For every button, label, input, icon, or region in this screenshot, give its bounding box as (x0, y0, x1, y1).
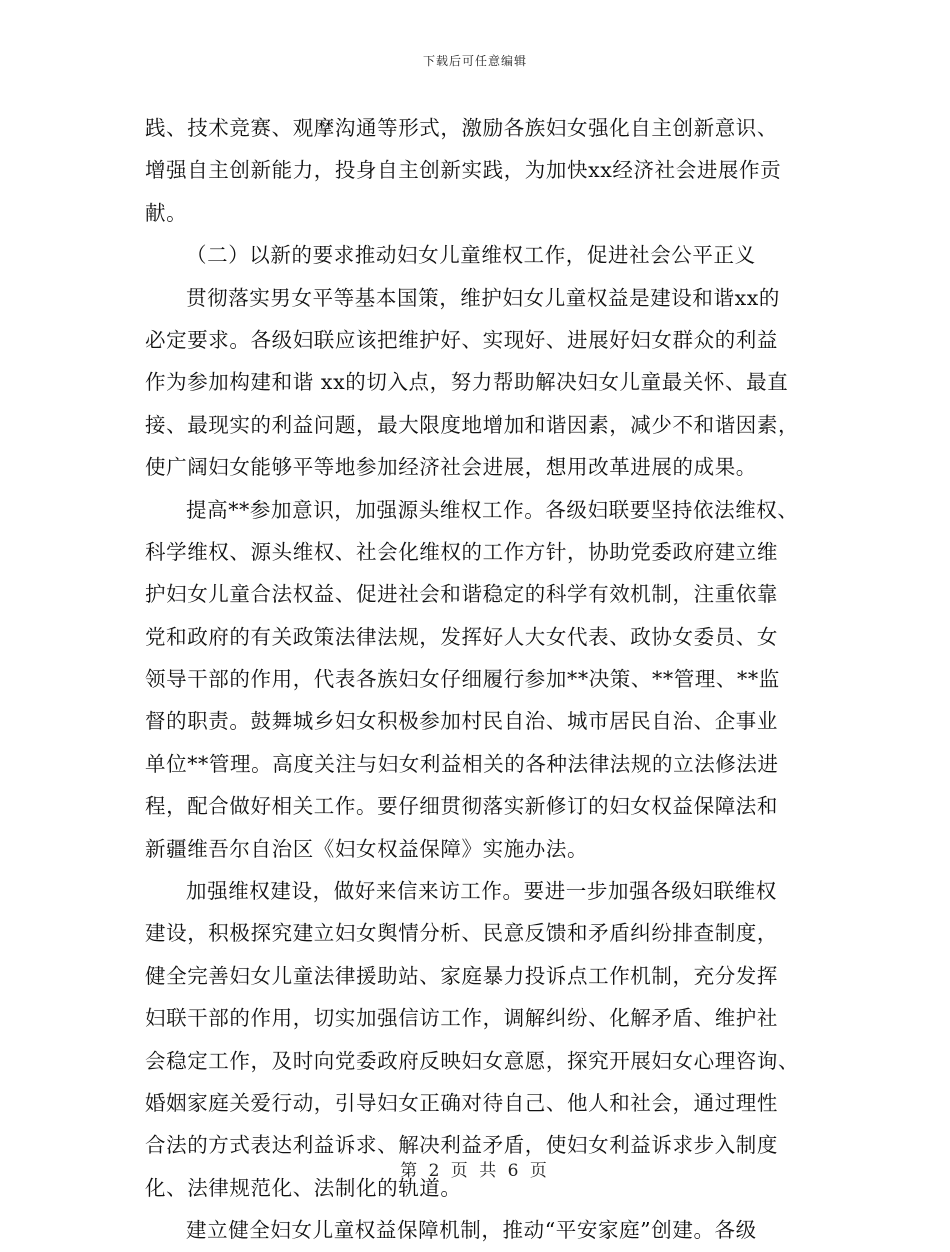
text-line: 党和政府的有关政策法律法规，发挥好人大女代表、政协女委员、女 (145, 624, 778, 649)
text-line: 献。 (145, 200, 188, 225)
document-body (145, 107, 810, 1252)
text-line: 科学维权、源头维权、社会化维权的工作方针，协助党委政府建立维 (145, 539, 778, 564)
text-line: 新疆维吾尔自治区《妇女权益保障》实施办法。 (145, 836, 589, 861)
page-number: 第 2 页 共 6 页 (400, 1161, 550, 1181)
page-header: 下载后可任意编辑 (422, 54, 527, 68)
text-line: 建立健全妇女儿童权益保障机制，推动“平安家庭”创建。各级 (186, 1218, 757, 1243)
text-line: 妇联干部的作用，切实加强信访工作，调解纠纷、化解矛盾、维护社 (145, 1006, 778, 1031)
text-line: 提高**参加意识，加强源头维权工作。各级妇联要坚持依法维权、 (186, 497, 799, 522)
text-line: 接、最现实的利益问题，最大限度地增加和谐因素，减少不和谐因素， (145, 412, 800, 437)
text-line: 使广阔妇女能够平等地参加经济社会进展，想用改革进展的成果。 (145, 455, 757, 480)
text-line: 领导干部的作用，代表各族妇女仔细履行参加**决策、**管理、**监 (145, 667, 780, 692)
text-line: 必定要求。各级妇联应该把维护好、实现好、进展好妇女群众的利益 (145, 327, 778, 352)
text-line: 婚姻家庭关爱行动，引导妇女正确对待自己、他人和社会，通过理性 (145, 1090, 778, 1115)
text-line: 增强自主创新能力，投身自主创新实践，为加快xx经济社会进展作贡 (145, 158, 782, 183)
text-line: 建设，积极探究建立妇女舆情分析、民意反馈和矛盾纠纷排查制度， (145, 921, 778, 946)
text-line: 合法的方式表达利益诉求、解决利益矛盾，使妇女利益诉求步入制度 (145, 1133, 778, 1158)
text-line: 单位**管理。高度关注与妇女利益相关的各种法律法规的立法修法进 (145, 751, 779, 776)
text-line: 健全完善妇女儿童法律援助站、家庭暴力投诉点工作机制，充分发挥 (145, 963, 778, 988)
text-line: 督的职责。鼓舞城乡妇女积极参加村民自治、城市居民自治、企事业 (145, 709, 778, 734)
text-line: 程，配合做好相关工作。要仔细贯彻落实新修订的妇女权益保障法和 (145, 794, 778, 819)
text-line: 加强维权建设，做好来信来访工作。要进一步加强各级妇联维权 (186, 879, 777, 904)
text-line: 作为参加构建和谐 xx的切入点，努力帮助解决妇女儿童最关怀、最直 (145, 370, 789, 395)
text-line: 化、法律规范化、法制化的轨道。 (145, 1175, 462, 1200)
text-line: 护妇女儿童合法权益、促进社会和谐稳定的科学有效机制，注重依靠 (145, 582, 778, 607)
text-line: 贯彻落实男女平等基本国策，维护妇女儿童权益是建设和谐xx的 (186, 285, 781, 310)
text-line: 践、技术竞赛、观摩沟通等形式，激励各族妇女强化自主创新意识、 (145, 116, 778, 140)
text-line: 会稳定工作，及时向党委政府反映妇女意愿，探究开展妇女心理咨询、 (145, 1048, 800, 1073)
text-line: （二）以新的要求推动妇女儿童维权工作，促进社会公平正义 (186, 243, 756, 268)
